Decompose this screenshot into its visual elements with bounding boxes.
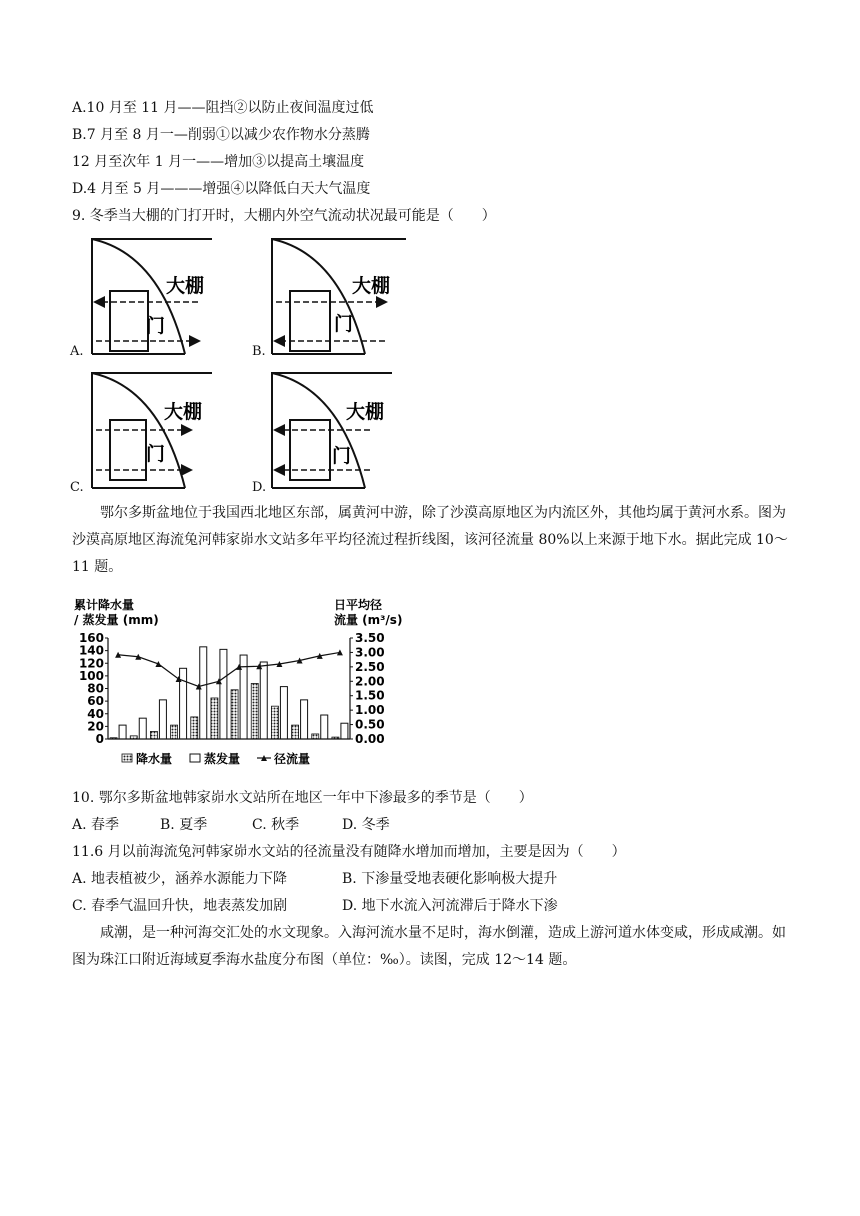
greenhouse-label: 大棚 xyxy=(164,401,203,423)
right-tick-label: 3.00 xyxy=(355,645,385,660)
left-tick-label: 0 xyxy=(95,732,104,746)
right-tick-label: 1.00 xyxy=(355,703,385,718)
precip-bar xyxy=(271,706,278,739)
runoff-series-line xyxy=(118,652,340,686)
left-axis-title-2: / 蒸发量 (mm) xyxy=(74,613,159,627)
right-axis-title-2: 流量 (m³/s) xyxy=(334,613,403,627)
evap-bar xyxy=(240,655,247,739)
precip-bar xyxy=(292,725,299,739)
greenhouse-diagram-c xyxy=(90,370,215,490)
q9-label-a: A. xyxy=(70,344,84,359)
evap-bar xyxy=(200,647,207,739)
q10-option-d: D. 冬季 xyxy=(342,817,390,833)
q10-option-a: A. 春季 xyxy=(72,817,120,833)
q8-option-c: 12 月至次年 1 月一——增加③以提高土壤温度 xyxy=(72,154,365,170)
door-label: 门 xyxy=(332,445,352,467)
legend-evap: 蒸发量 xyxy=(204,752,241,766)
right-tick-label: 0.50 xyxy=(355,717,385,732)
greenhouse-label: 大棚 xyxy=(346,401,385,423)
q9-question: 9. 冬季当大棚的门打开时，大棚内外空气流动状况最可能是（ ） xyxy=(72,208,496,224)
precip-bar xyxy=(171,725,178,739)
precip-bar xyxy=(150,731,157,739)
q9-label-d: D. xyxy=(252,480,267,495)
q10-question: 10. 鄂尔多斯盆地韩家峁水文站所在地区一年中下渗最多的季节是（ ） xyxy=(72,790,533,806)
left-tick-label: 100 xyxy=(78,668,104,683)
evap-bar xyxy=(220,649,227,739)
right-tick-label: 2.50 xyxy=(355,659,385,674)
right-tick-label: 3.50 xyxy=(355,631,385,645)
precip-bar xyxy=(191,717,198,739)
precip-bar xyxy=(211,698,218,739)
legend-evap-swatch xyxy=(190,754,200,762)
evap-bar xyxy=(321,715,328,739)
passage-ordos-basin: 鄂尔多斯盆地位于我国西北地区东部，属黄河中游，除了沙漠高原地区为内流区外，其他均属于黄河水系。图为沙漠高原地区海流兔河韩家峁水文站多年平均径流过程折线图，该河径流量 80%以上来源于地下水。据此完成 10～11 题。 xyxy=(72,505,788,575)
right-tick-label: 1.50 xyxy=(355,688,385,703)
evap-bar xyxy=(260,662,267,739)
precip-bar xyxy=(251,683,258,739)
q11-option-c: C. 春季气温回升快，地表蒸发加剧 xyxy=(72,898,288,914)
evap-bar xyxy=(139,718,146,739)
greenhouse-diagram-a xyxy=(90,236,215,356)
q11-option-b: B. 下渗量受地表硬化影响极大提升 xyxy=(342,871,558,887)
left-tick-label: 40 xyxy=(87,706,104,721)
greenhouse-diagram-d xyxy=(270,370,395,490)
q9-label-b: B. xyxy=(252,344,266,359)
left-tick-label: 80 xyxy=(87,681,104,696)
legend-precip-swatch xyxy=(122,754,132,762)
precip-bar xyxy=(312,734,319,739)
left-tick-label: 20 xyxy=(87,719,104,734)
q11-option-a: A. 地表植被少，涵养水源能力下降 xyxy=(72,871,288,887)
left-tick-label: 60 xyxy=(87,694,104,709)
left-tick-label: 160 xyxy=(78,631,104,645)
left-axis-title-1: 累计降水量 xyxy=(74,598,135,612)
right-tick-label: 0.00 xyxy=(355,732,385,746)
evap-bar xyxy=(280,687,287,739)
legend-precip: 降水量 xyxy=(136,752,173,766)
q8-option-d: D.4 月至 5 月———增强④以降低白天大气温度 xyxy=(72,181,371,197)
precip-bar xyxy=(231,690,238,739)
q8-option-b: B.7 月至 8 月一—削弱①以减少农作物水分蒸腾 xyxy=(72,127,370,143)
q10-option-b: B. 夏季 xyxy=(160,817,208,833)
left-tick-label: 140 xyxy=(78,643,104,658)
q11-question: 11.6 月以前海流兔河韩家峁水文站的径流量没有随降水增加而增加，主要是因为（ ） xyxy=(72,844,626,860)
passage-saltwater-intrusion: 咸潮，是一种河海交汇处的水文现象。入海河流水量不足时，海水倒灌，造成上游河道水体变咸，形成咸潮。如图为珠江口附近海域夏季海水盐度分布图（单位：‰）。读图，完成 12～14 题。 xyxy=(72,925,786,968)
right-tick-label: 2.00 xyxy=(355,674,385,689)
q10-option-c: C. 秋季 xyxy=(252,817,300,833)
evap-bar xyxy=(159,700,166,739)
evap-bar xyxy=(119,725,126,739)
legend-runoff: 径流量 xyxy=(274,752,311,766)
greenhouse-diagram-b xyxy=(270,236,410,356)
evap-bar xyxy=(341,723,348,739)
door-label: 门 xyxy=(146,315,166,337)
runoff-point xyxy=(155,661,161,667)
q9-label-c: C. xyxy=(70,480,84,495)
door-label: 门 xyxy=(334,313,354,335)
runoff-chart xyxy=(72,596,412,772)
door-label: 门 xyxy=(146,443,166,465)
right-axis-title-1: 日平均径 xyxy=(334,598,383,612)
q8-option-a: A.10 月至 11 月——阻挡②以防止夜间温度过低 xyxy=(72,100,374,116)
greenhouse-label: 大棚 xyxy=(166,275,205,297)
left-tick-label: 120 xyxy=(78,656,104,671)
evap-bar xyxy=(301,700,308,739)
q11-option-d: D. 地下水流入河流滞后于降水下渗 xyxy=(342,898,558,914)
evap-bar xyxy=(180,668,187,739)
greenhouse-label: 大棚 xyxy=(352,275,391,297)
